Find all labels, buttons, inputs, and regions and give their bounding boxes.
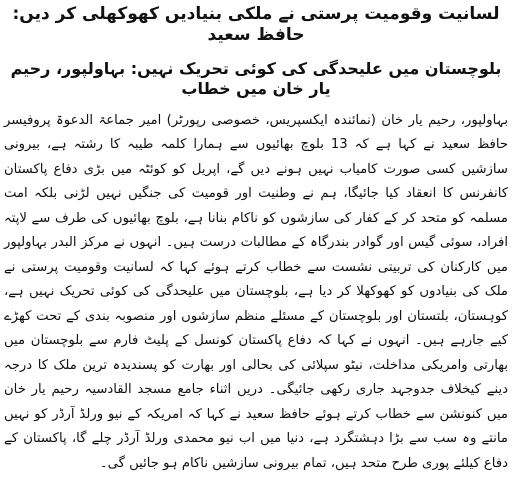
article-subheadline: بلوچستان میں علیحدگی کی کوئی تحریک نہیں: بہاولپور، رحیم یار خان میں خطاب bbox=[10, 58, 502, 98]
article-headline: لسانیت وقومیت پرستی نے ملکی بنیادیں کھوکھلی کر دیں: حافظ سعید bbox=[12, 4, 500, 46]
article-body bbox=[4, 109, 508, 477]
article-body-paragraph: بہاولپور، رحیم یار خان (نمائندہ ایکسپریس، خصوصی رپورٹر) امیر جماعۃ الدعوۃ پروفیسر حافظ سعید نے کہا ہے کہ 13 بلوچ بھائیوں سے ہمارا کلمہ طیبہ کا رشتہ ہے، بیرونی سازشیں کسی صورت کامیاب نہیں ہونے دیں گے، اپریل کو کوئٹہ میں بڑی دفاع پاکستان کانفرنس کا انعقاد کیا جائیگا، ہم نے وطنیت اور قومیت کی جنگیں نہیں لڑنی بلکہ امت مسلمہ کو متحد کر کے کفار کی سازشوں کو ناکام بنانا ہے، بلوچ بھائیوں کی طرف سے لاپتہ افراد، سوئی گیس اور گوادر بندرگاہ کے مطالبات درست ہیں۔ انہوں نے مرکز البدر بہاولپور میں کارکنان کی تربیتی نشست سے خطاب کرتے ہوئے کہا کہ لسانیت وقومیت پرستی نے ملک کی بنیادوں کو کھوکھلا کر دیا ہے، بلوچستان میں علیحدگی کی کوئی تحریک نہیں ہے، کوہستان، بلتستان اور بلوچستان کے مسئلے منظم سازشوں اور منصوبہ بندی کے تحت کھڑے کیے جارہے ہیں۔ انہوں نے کہا کہ دفاع پاکستان کونسل کے پلیٹ فارم سے بلوچستان میں بھارتی وامریکی مداخلت، نیٹو سپلائی کی بحالی اور بھارت کو پسندیدہ ترین ملک کا درجہ دینے کیخلاف جدوجہد جاری رکھی جائیگی۔ دریں اثناء جامع مسجد القادسیہ رحیم یار خان میں کنونشن سے خطاب کرتے ہوئے حافظ سعید نے کہا کہ امریکہ کے نیو ورلڈ آرڈر کو نہیں مانتے وہ سب سے بڑا دہشتگرد ہے، دنیا میں اب نیو محمدی ورلڈ آرڈر چلے گا، پاکستان کے دفاع کیلئے پوری طرح متحد ہیں، تمام بیرونی سازشیں ناکام ہو جائیں گی۔ bbox=[4, 112, 509, 471]
